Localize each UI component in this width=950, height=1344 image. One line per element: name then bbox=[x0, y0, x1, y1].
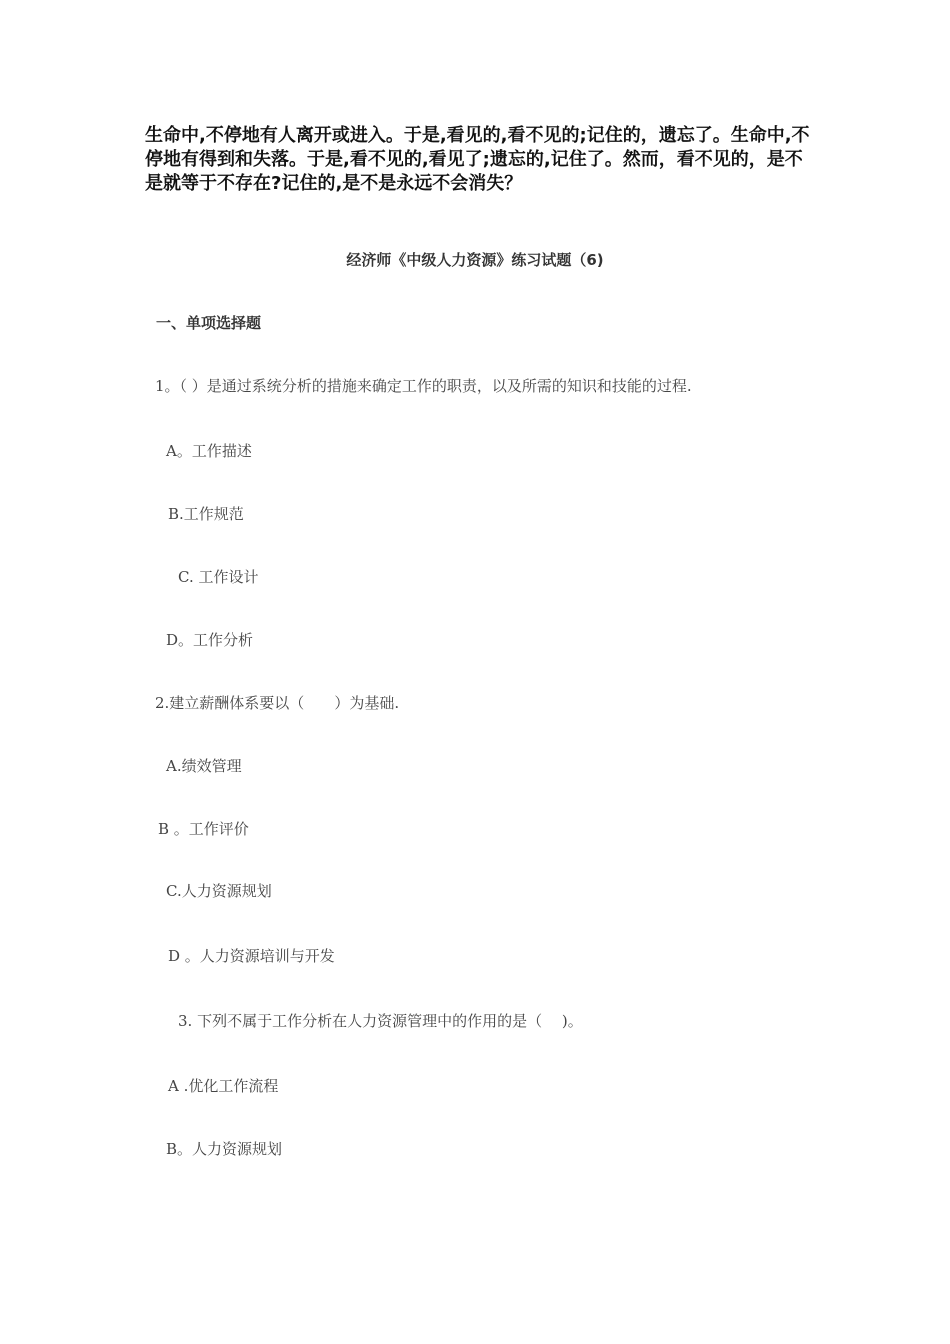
question-3: 3. 下列不属于工作分析在人力资源管理中的作用的是（ )。 bbox=[178, 1012, 583, 1030]
document-title: 经济师《中级人力资源》练习试题（6) bbox=[346, 251, 604, 269]
q2-option-b: B 。工作评价 bbox=[158, 820, 249, 838]
q3-option-a: A .优化工作流程 bbox=[168, 1077, 279, 1095]
q1-option-c: C. 工作设计 bbox=[178, 568, 259, 586]
q1-option-a: A。工作描述 bbox=[166, 442, 252, 460]
q2-option-c: C.人力资源规划 bbox=[166, 882, 272, 900]
question-1: 1。（ ）是通过系统分析的措施来确定工作的职责，以及所需的知识和技能的过程. bbox=[155, 377, 692, 395]
q2-option-d: D 。人力资源培训与开发 bbox=[168, 947, 335, 965]
q2-option-a: A.绩效管理 bbox=[166, 757, 242, 775]
q1-option-b: B.工作规范 bbox=[168, 505, 244, 523]
question-2: 2.建立薪酬体系要以（ ）为基础. bbox=[155, 694, 400, 712]
q3-option-b: B。人力资源规划 bbox=[166, 1140, 283, 1158]
intro-paragraph: 生命中,不停地有人离开或进入。于是,看见的,看不见的;记住的，遗忘了。生命中,不停地有得到和失落。于是,看不见的,看见了;遗忘的,记住了。然而，看不见的，是不是就等于不存在?记住的,是不是永远不会消失？ bbox=[145, 125, 810, 194]
section-heading: 一、单项选择题 bbox=[156, 314, 262, 332]
q1-option-d: D。工作分析 bbox=[166, 631, 254, 649]
